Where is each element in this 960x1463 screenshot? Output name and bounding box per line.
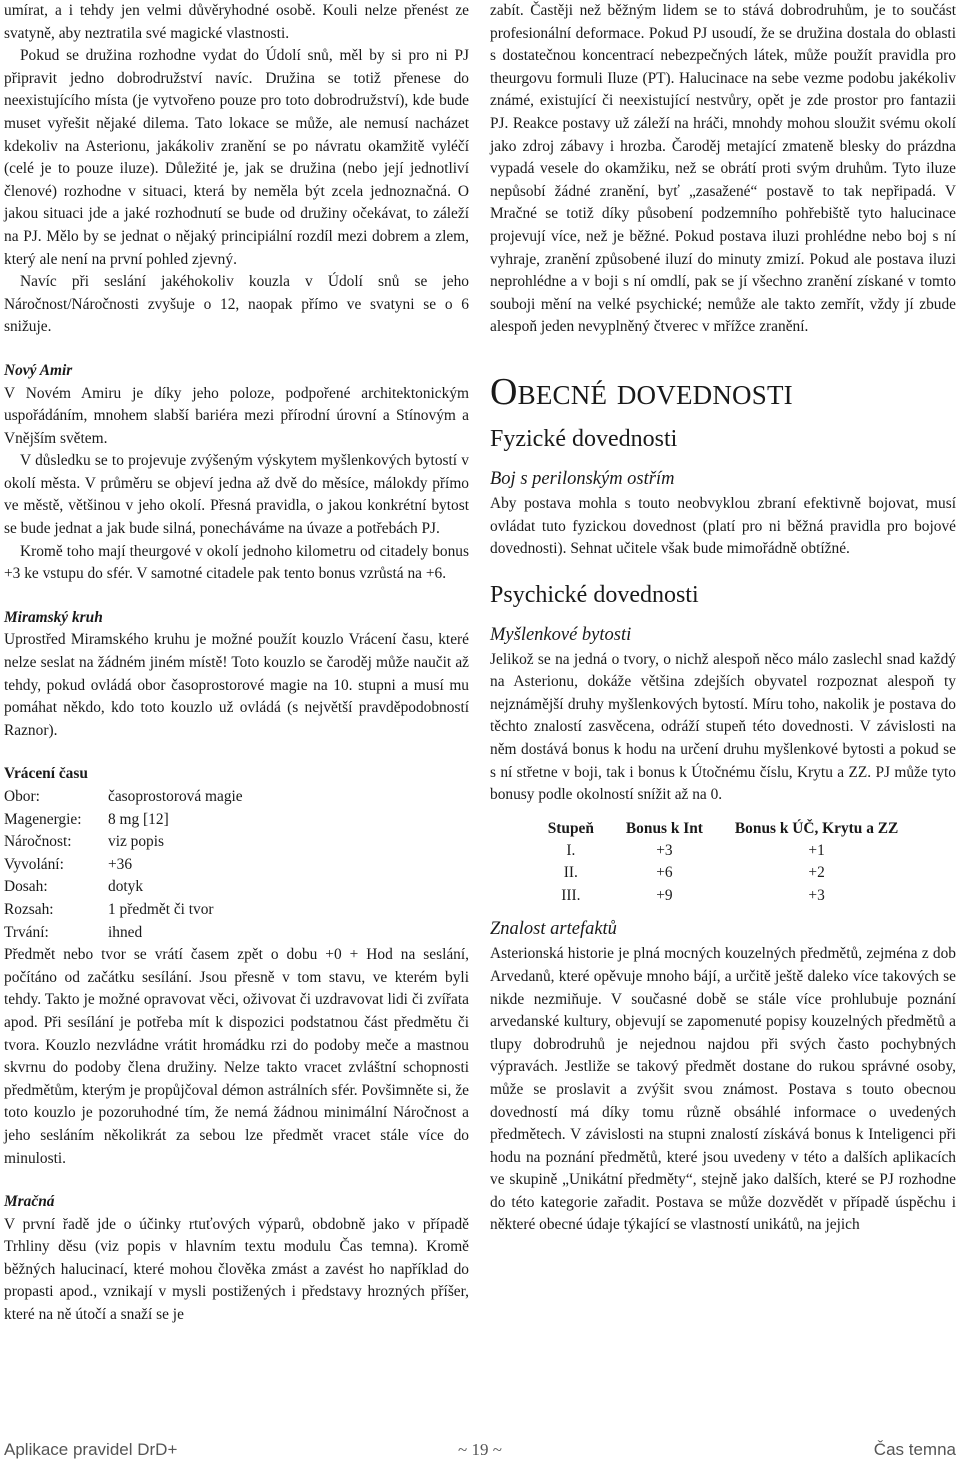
subsection-title-artefakty: Znalost artefaktů	[490, 919, 617, 940]
table-row	[532, 862, 915, 885]
table-cell: +3	[656, 841, 673, 859]
section-heading-miramsky-kruh: Miramský kruh	[4, 608, 103, 626]
footer-book-title: Aplikace pravidel DrD+	[4, 1440, 178, 1459]
spell-value: viz popis	[108, 833, 165, 851]
spell-value: časoprostorová magie	[108, 788, 243, 805]
page-footer	[0, 1438, 960, 1463]
left-column	[4, 0, 469, 1327]
spell-row	[4, 854, 469, 877]
paragraph: Pokud se družina rozhodne vydat do Údolí snů, měl by si pro ni PJ připravit jedno dobrodružství navíc. Družina se totiž přenese do neexistujícího místa (je vytvořeno pouze pro toto dobrodružství), kde bude muset vyřešit nějaké dilema. Tato lokace se může, ale nemusí nacházet kdekoliv na Asterionu, jakákoliv zranění se po návratu okamžitě vyléčí (celé je to pouze iluze). Důležité je, jak se družina (nebo její jednotliví členové) rozhodne v situaci, která by neměla být zcela jednoznačná. O jakou situaci jde a jaké rozhodnutí se bude od družiny očekávat, to záleží na PJ. Mělo by se jednat o nějaký principiální rozdíl mezi dobrem a zlem, který ale není na první pohled zjevný.	[4, 47, 469, 268]
spell-key: Obor:	[4, 788, 40, 805]
paragraph: V důsledku se to projevuje zvýšeným výskytem myšlenkových bytostí v okolí města. V průměru se objeví jedna až dvě do měsíce, málokdy přímo ve městě, většinou v jeho okolí. Přesná pravidla, o jakou konkrétní bytost se bude jednat a jak bude silná, ponecháváme na úvaze a potřebách PJ.	[4, 452, 469, 538]
table-cell: +2	[808, 864, 825, 882]
spell-row	[4, 922, 469, 945]
table-row	[532, 840, 915, 863]
spell-key: Náročnost:	[4, 833, 72, 851]
table-cell: I.	[566, 841, 576, 859]
chapter-title: Obecné dovednosti	[490, 370, 793, 413]
paragraph: Uprostřed Miramského kruhu je možné použít kouzlo Vrácení času, které nelze seslat na žádném jiném místě! Toto kouzlo se čaroděj může naučit až tehdy, pokud ovládá obor časoprostorové magie na 10. stupni a musí mu pomáhat někdo, kdo toto kouzlo už ovládá (s největší pravděpodobností Raznor).	[4, 631, 469, 739]
spell-stats	[4, 786, 469, 944]
spell-value: 8 mg [12]	[108, 810, 169, 828]
table-header: Bonus k ÚČ, Krytu a ZZ	[734, 819, 899, 837]
table-cell: II.	[563, 864, 578, 882]
section-heading-mracna: Mračná	[4, 1193, 55, 1211]
paragraph: V Novém Amiru je díky jeho poloze, podpořené architektonickým uspořádáním, mnohem slabší bariéra mezi přírodní úrovní a Stínovým a Vnějším světem.	[4, 384, 469, 447]
paragraph: Navíc při seslání jakéhokoliv kouzla v Údolí snů se jeho Náročnost/Náročnosti zvyšuje o 12, naopak přímo ve svatyni se o 6 snižuje.	[4, 273, 469, 336]
section-title-fyzicke: Fyzické dovednosti	[490, 425, 678, 452]
right-column	[490, 0, 956, 1237]
spell-row	[4, 876, 469, 899]
paragraph: zabít. Častěji než běžným lidem se to stává dobrodruhům, je to součást profesionální deformace. Pokud PJ usoudí, že se družina dostala do oblasti s dostatečnou koncentrací nebezpečných látek, může použít pravidla pro theurgovu formuli Iluze (PT). Halucinace na sebe vezme podobu jakékoliv známé, existující či neexistující nestvůry, opět je zde prostor pro fantazii PJ. Reakce postavy už záleží na hráči, mnohdy mohou sloužit svému okolí jako zdroj zábavy i hrozba. Čaroděj metající zmateně blesky do prázdna vypadá vesele do okamžiku, než se obrátí proti svým druhům. Tyto iluze nepůsobí žádné zranění, byť „zasažené“ postavě to tak nepřipadá. V Mračné se totiž díky působení podzemního pohřebiště tyto halucinace projevují více, než je běžné. Pokud postava iluzi prohlédne nebo boj s ní vyhraje, zranění způsobené iluzí do minuty zmizí. Pokud ale postava iluzi neprohlédne a v boji s ní omdlí, pak se jí všechno zranění získané v tomto souboji mění na velké psychické; nemůže ale takto zemřít, vždy jí zbude alespoň jeden nevyplněný čtverec v mřížce zranění.	[490, 2, 956, 336]
page-number: ~ 19 ~	[458, 1440, 502, 1459]
table-header: Stupeň	[547, 819, 594, 837]
spell-key: Dosah:	[4, 878, 48, 896]
spell-key: Trvání:	[4, 923, 49, 941]
footer-module-title: Čas temna	[873, 1440, 956, 1459]
paragraph: V první řadě jde o účinky rtuťových výparů, obdobně jako v případě Trhliny děsu (viz popis v hlavním textu modulu Čas temna). Kromě běžných halucinací, které mohou člověka zmást a zavést ho například do propasti apod., vznikají v mysli postižených i představy hrozných příšer, které na ně útočí a snaží se je	[4, 1215, 469, 1324]
spell-value: dotyk	[108, 878, 144, 896]
subsection-title-mysl: Myšlenkové bytosti	[490, 624, 632, 645]
paragraph: Kromě toho mají theurgové v okolí jednoho kilometru od citadely bonus +3 ke vstupu do sfér. V samotné citadele pak tento bonus vzrůstá na +6.	[4, 542, 469, 583]
spell-value: 1 předmět či tvor	[108, 900, 214, 918]
table-cell: +6	[656, 864, 673, 882]
spell-row	[4, 809, 469, 832]
section-heading-novy-amir: Nový Amir	[4, 361, 73, 379]
spell-row	[4, 899, 469, 922]
paragraph: Asterionská historie je plná mocných kouzelných předmětů, zejména z dob Arvedanů, které opěvuje mnoho bájí, a určitě ještě daleko více takových se nikde nezmiňuje. V současné době se stále více prohlubuje poznání arvedanské kultury, objevují se zapomenuté popisy kouzelných předmětů a tlupy dobrodruhů je nejednou najdou při svých často pochybných výpravách. Jestliže se takový předmět dostane do rukou správné osoby, může se proslavit a zvýšit svou známost. Postava s touto obecnou dovedností má díky tomu různě obsáhlé informace o uvedených předmětech. V závislosti na stupni znalostí získává bonus k Inteligenci při hodu na poznání předmětů, které jsou uvedeny v této a dalších aplikacích ve skupině „Unikátní předměty“, stejně jako dalších, které se PJ rozhodne do této kategorie zařadit. Postava se může dozvědět v případě úspěchu i některé obecné údaje týkající se vlastností unikátů, na jejich	[490, 945, 956, 1234]
section-title-psychicke: Psychické dovednosti	[490, 581, 699, 608]
table-header-row	[532, 817, 915, 840]
spell-row	[4, 831, 469, 854]
spell-key: Vyvolání:	[4, 855, 64, 873]
spell-key: Rozsah:	[4, 900, 54, 918]
table-row	[532, 885, 915, 908]
table-cell: +9	[656, 886, 673, 904]
spell-value: +36	[108, 855, 133, 873]
table-header: Bonus k Int	[625, 819, 703, 837]
bonus-table	[532, 817, 915, 908]
paragraph: Jelikož se na jedná o tvory, o nichž alespoň něco málo zaslechl snad každý na Asterionu, dokáže většina zdejších obyvatel rozpoznat alespoň ty nejznámější druhy myšlenkových bytostí. Míru toho, nakolik je postava do těchto znalostí zasvěcena, odráží stupeň této dovednosti. V závislosti na něm dostává bonus k hodu na určení druhu myšlenkové bytosti a pokud se s ní střetne v boji, tak i bonus k Útočnému číslu, Krytu a ZZ. PJ může tyto bonusy podle okolností snížit až na 0.	[490, 650, 956, 804]
spell-row	[4, 786, 469, 809]
paragraph: Předmět nebo tvor se vrátí časem zpět o dobu +0 + Hod na seslání, počítáno od začátku sesílání. Jsou přesně v tom stavu, ve kterém byli tehdy. Takto je možné opravovat věci, oživovat či uzdravovat lidi či zvířata apod. Při sesílání je potřeba mít k dispozici podstatnou část předmětu či tvora. Kouzlo nezvládne vrátit hromádku rzi do podoby meče a mastnou skvrnu do podoby člena družiny. Nelze takto vracet zvláštní schopnosti předmětům, kterým je propůjčoval démon astrálních sfér. Povšimněte si, že toto kouzlo je pozoruhodné tím, že nemá žádnou minimální Náročnost a jeho sesláním několikrát za sebou lze předmět vracet stále více do minulosti.	[4, 946, 469, 1167]
table-cell: +3	[808, 886, 825, 904]
table-cell: III.	[561, 886, 581, 904]
subsection-title-boj: Boj s perilonským ostřím	[490, 468, 675, 489]
spell-title: Vrácení času	[4, 765, 88, 783]
paragraph: umírat, a i tehdy jen velmi důvěryhodné osobě. Kouli nelze přenést ze svatyně, aby neztratila své magické vlastnosti.	[4, 2, 469, 42]
paragraph: Aby postava mohla s touto neobvyklou zbraní efektivně bojovat, musí ovládat tuto fyzickou dovednost (platí pro ni běžná pravidla pro bojové dovednosti). Sehnat učitele však bude mimořádně obtížné.	[490, 494, 956, 558]
table-cell: +1	[808, 841, 825, 859]
spell-value: ihned	[108, 923, 143, 941]
spell-key: Magenergie:	[4, 810, 82, 828]
